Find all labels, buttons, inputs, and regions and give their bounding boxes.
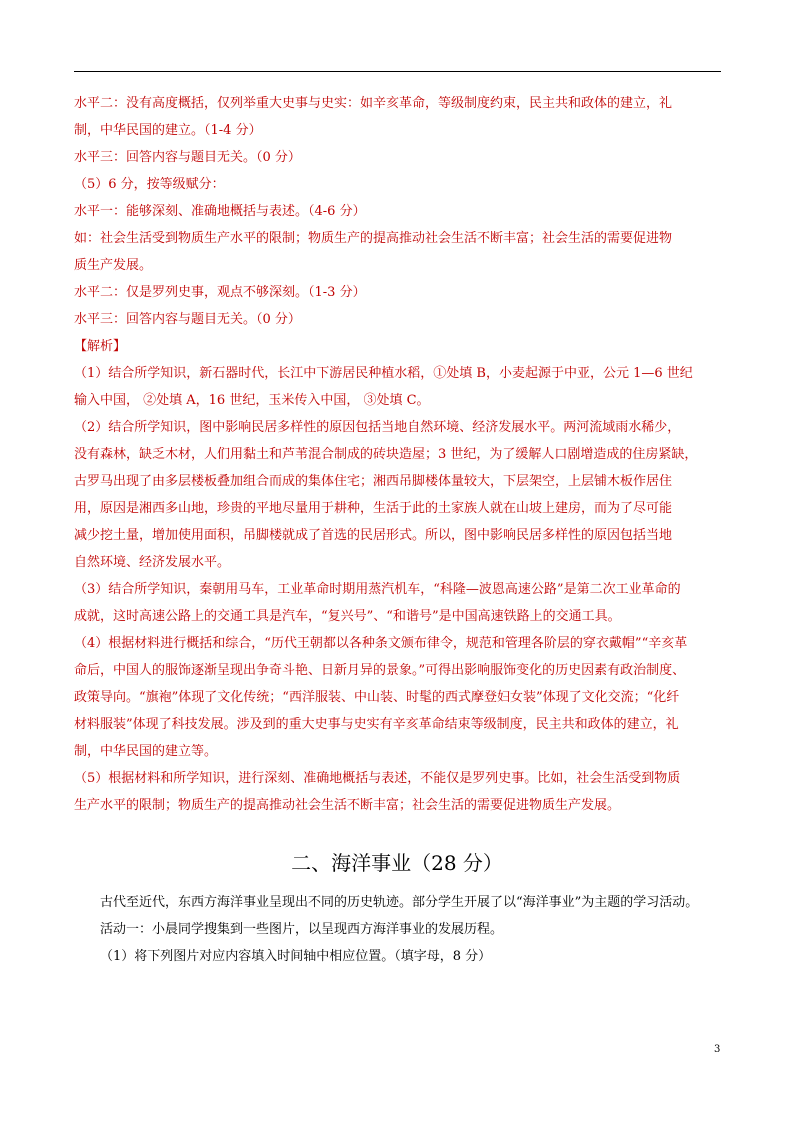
page-number: 3 bbox=[714, 1044, 721, 1055]
analysis-line: 成就，这时高速公路上的交通工具是汽车，“复兴号”、“和谐号”是中国高速铁路上的交通工具。 bbox=[74, 609, 621, 624]
answer-line: （5）6 分，按等级赋分： bbox=[74, 177, 225, 192]
analysis-line: 命后，中国人的服饰逐渐呈现出争奇斗艳、日新月异的景象。”可得出影响服饰变化的历史因素有政治制度、 bbox=[74, 663, 686, 678]
analysis-line: （3）结合所学知识，秦朝用马车，工业革命时期用蒸汽机车，“科隆—波恩高速公路”是第二次工业革命的 bbox=[74, 582, 681, 597]
section-title: 二、海洋事业（28 分） bbox=[291, 851, 503, 875]
analysis-line: 输入中国， ②处填 A，16 世纪，玉米传入中国， ③处填 C。 bbox=[74, 393, 430, 408]
answer-line: 质生产发展。 bbox=[74, 258, 153, 273]
answer-line: 如：社会生活受到物质生产水平的限制；物质生产的提高推动社会生活不断丰富；社会生活的需要促进物 bbox=[74, 231, 673, 246]
analysis-line: （5）根据材料和所学知识，进行深刻、准确地概括与表述，不能仅是罗列史事。比如，社会生活受到物质 bbox=[74, 771, 681, 786]
answer-line: 水平二：没有高度概括，仅列举重大史事与史实：如辛亥革命，等级制度约束，民主共和政体的建立，礼 bbox=[74, 96, 673, 111]
question-intro: 古代至近代，东西方海洋事业呈现出不同的历史轨迹。部分学生开展了以“海洋事业”为主题的学习活动。 bbox=[100, 895, 699, 910]
answer-line: 水平三：回答内容与题目无关。（0 分） bbox=[74, 150, 301, 165]
question-item: （1）将下列图片对应内容填入时间轴中相应位置。（填字母，8 分） bbox=[100, 949, 492, 964]
analysis-heading: 【解析】 bbox=[74, 339, 127, 354]
answer-line: 水平二：仅是罗列史事，观点不够深刻。（1-3 分） bbox=[74, 285, 366, 300]
answer-block bbox=[74, 90, 724, 819]
answer-line: 水平三：回答内容与题目无关。（0 分） bbox=[74, 312, 301, 327]
answer-line: 制，中华民国的建立。（1-4 分） bbox=[74, 123, 262, 138]
analysis-line: 生产水平的限制；物质生产的提高推动社会生活不断丰富；社会生活的需要促进物质生产发展。 bbox=[74, 798, 621, 813]
header-rule bbox=[74, 71, 721, 72]
analysis-line: （2）结合所学知识，图中影响民居多样性的原因包括当地自然环境、经济发展水平。两河流域雨水稀少， bbox=[74, 420, 681, 435]
analysis-line: 自然环境、经济发展水平。 bbox=[74, 555, 231, 570]
analysis-line: （4）根据材料进行概括和综合，“历代王朝都以各种条文颁布律令，规范和管理各阶层的穿衣戴帽”“辛亥革 bbox=[74, 636, 688, 651]
analysis-line: 材料服装”体现了科技发展。涉及到的重大史事与史实有辛亥革命结束等级制度，民主共和政体的建立，礼 bbox=[74, 717, 679, 732]
analysis-line: 没有森林，缺乏木材，人们用黏土和芦苇混合制成的砖块造屋；3 世纪，为了缓解人口剧增造成的住房紧缺， bbox=[74, 447, 698, 462]
analysis-line: （1）结合所学知识，新石器时代，长江中下游居民种植水稻，①处填 B，小麦起源于中亚，公元 1—6 世纪 bbox=[74, 366, 693, 381]
analysis-line: 制，中华民国的建立等。 bbox=[74, 744, 218, 759]
analysis-line: 用，原因是湘西多山地，珍贵的平地尽量用于耕种，生活于此的土家族人就在山坡上建房，而为了尽可能 bbox=[74, 501, 673, 516]
analysis-line: 政策导向。“旗袍”体现了文化传统；“西洋服装、中山装、时髦的西式摩登妇女装”体现了文化交流；“化纤 bbox=[74, 690, 680, 705]
analysis-line: 古罗马出现了由多层楼板叠加组合而成的集体住宅；湘西吊脚楼体量较大，下层架空，上层铺木板作居住 bbox=[74, 474, 673, 489]
answer-line: 水平一：能够深刻、准确地概括与表述。（4-6 分） bbox=[74, 204, 366, 219]
analysis-line: 减少挖土量，增加使用面积，吊脚楼就成了首选的民居形式。所以，图中影响民居多样性的原因包括当地 bbox=[74, 528, 673, 543]
question-block bbox=[74, 889, 724, 970]
activity-one: 活动一：小晨同学搜集到一些图片，以呈现西方海洋事业的发展历程。 bbox=[100, 922, 504, 937]
